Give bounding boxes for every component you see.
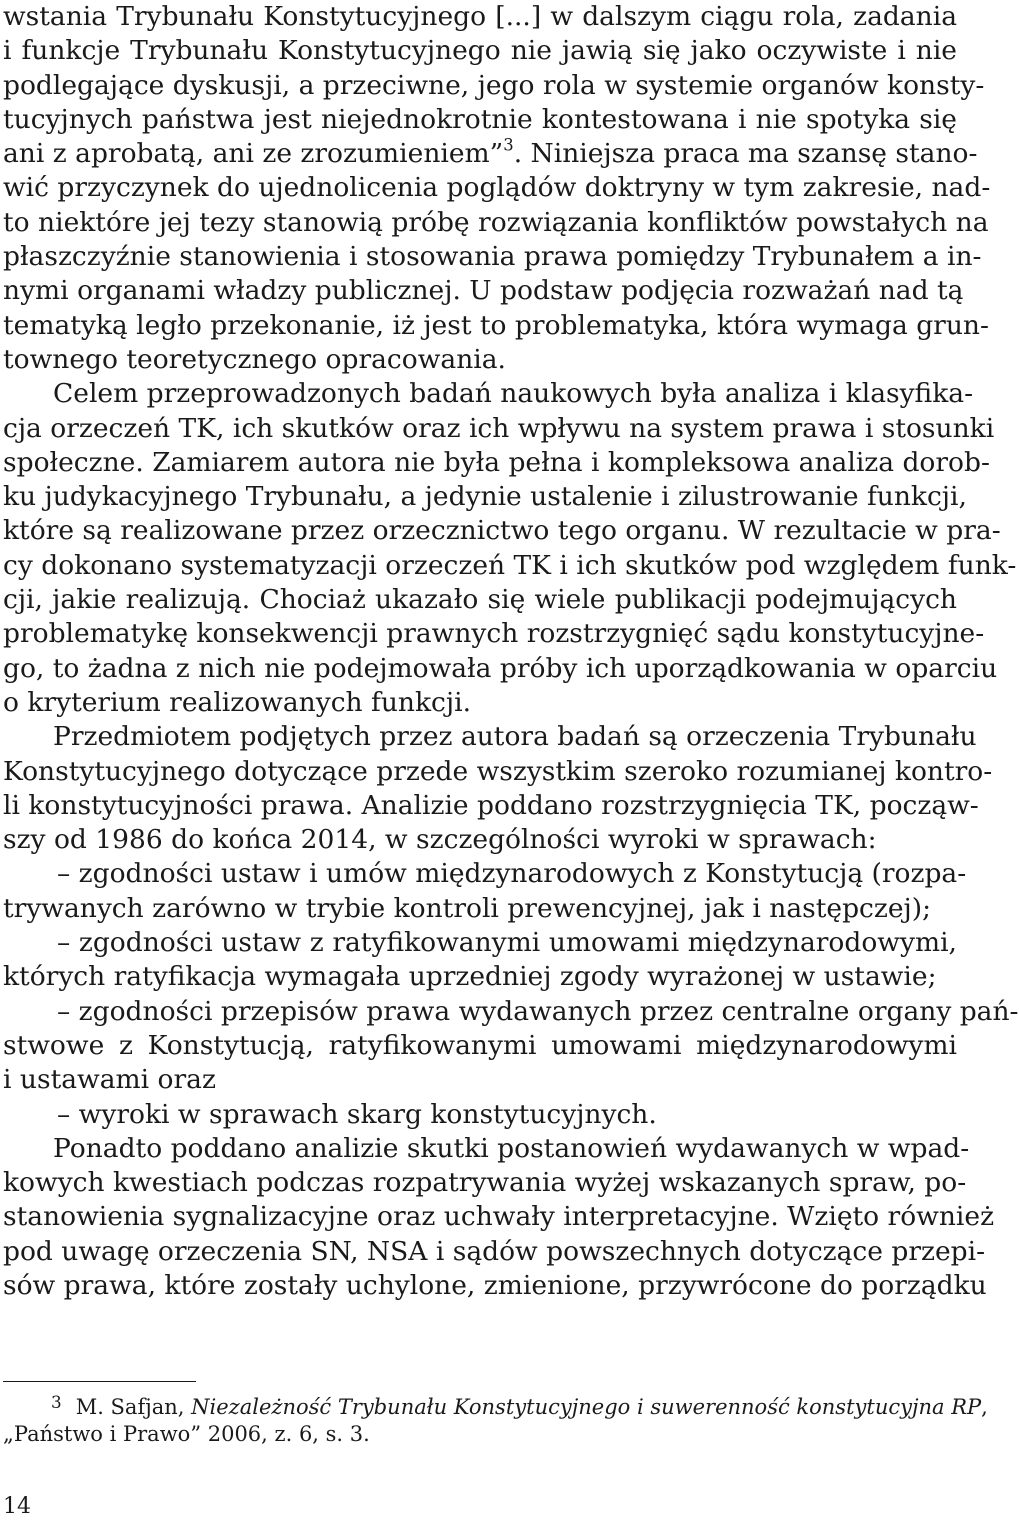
paragraph-start: Przedmiotem podjętych przez autora badań są orzeczenia Trybunału <box>53 721 977 753</box>
footnote-ref: 3 <box>503 135 514 155</box>
text-line: wstania Trybunału Konstytucyjnego [...] w dalszym ciągu rola, zadania <box>3 1 957 32</box>
text-line: problematykę konsekwencji prawnych rozstrzygnięć sądu konstytucyjne- <box>3 618 985 650</box>
text-line: townego teoretycznego opracowania. <box>3 343 506 375</box>
text-line: stwowe z Konstytucją, ratyfikowanymi umowami międzynarodowymi <box>3 1029 957 1061</box>
text-line: go, to żadna z nich nie podejmowała próby ich uporządkowania w oparciu <box>3 652 998 684</box>
text-line: tucyjnych państwa jest niejednokrotnie kontestowana i nie spotyka się <box>3 103 957 135</box>
text-line: których ratyfikacja wymagała uprzedniej zgody wyrażonej w ustawie; <box>3 961 937 993</box>
text-line: nymi organami władzy publicznej. U podstaw podjęcia rozważań nad tą <box>3 275 964 307</box>
text-line: to niektóre jej tezy stanowią próbę rozwiązania konfliktów powstałych na <box>3 206 989 238</box>
text-line: kowych kwestiach podczas rozpatrywania wyżej wskazanych spraw, po- <box>3 1167 967 1199</box>
footnote-line <box>3 1386 988 1419</box>
text-line: które są realizowane przez orzecznictwo tego organu. W rezultacie w pra- <box>3 515 1001 547</box>
text-line: li konstytucyjności prawa. Analizie poddano rozstrzygnięcia TK, począw- <box>3 789 979 821</box>
text-line: trywanych zarówno w trybie kontroli prewencyjnej, jak i następczej); <box>3 892 932 924</box>
text-line: Konstytucyjnego dotyczące przede wszystkim szeroko rozumianej kontro- <box>3 755 993 787</box>
list-item: – zgodności ustaw i umów międzynarodowych z Konstytucją (rozpa- <box>57 858 967 890</box>
list-item: – wyroki w sprawach skarg konstytucyjnych. <box>57 1098 657 1130</box>
paragraph-start: Ponadto poddano analizie skutki postanowień wydawanych w wpad- <box>53 1132 970 1164</box>
text-line: płaszczyźnie stanowienia i stosowania prawa pomiędzy Trybunałem a in- <box>3 241 982 273</box>
footnote-line: „Państwo i Prawo” 2006, z. 6, s. 3. <box>3 1422 370 1446</box>
text-line: ku judykacyjnego Trybunału, a jedynie ustalenie i zilustrowanie funkcji, <box>3 481 967 513</box>
text-line: wić przyczynek do ujednolicenia poglądów doktryny w tym zakresie, nad- <box>3 172 991 204</box>
footnote-punct: , <box>981 1394 988 1419</box>
list-item: – zgodności przepisów prawa wydawanych przez centralne organy pań- <box>57 995 1019 1027</box>
text-line: i funkcje Trybunału Konstytucyjnego nie jawią się jako oczywiste i nie <box>3 35 957 67</box>
text-line: społeczne. Zamiarem autora nie była pełna i kompleksowa analiza dorob- <box>3 446 990 478</box>
text-line: o kryterium realizowanych funkcji. <box>3 686 471 718</box>
text-line <box>3 135 978 171</box>
footnote-number: 3 <box>51 1392 62 1412</box>
text-line: cy dokonano systematyzacji orzeczeń TK i ich skutków pod względem funk- <box>3 549 1017 581</box>
footnote-title: Niezależność Trybunału Konstytucyjnego i suwerenność konstytucyjna RP <box>191 1394 982 1419</box>
text-line: podlegające dyskusji, a przeciwne, jego rola w systemie organów konsty- <box>3 69 985 101</box>
text-line: i ustawami oraz <box>3 1064 216 1096</box>
text-line: cji, jakie realizują. Chociaż ukazało się wiele publikacji podejmujących <box>3 584 957 616</box>
text-line: cja orzeczeń TK, ich skutków oraz ich wpływu na system prawa i stosunki <box>3 412 995 444</box>
text-line: tematyką legło przekonanie, iż jest to problematyka, która wymaga grun- <box>3 309 989 341</box>
text-line: stanowienia sygnalizacyjne oraz uchwały interpretacyjne. Wzięto również <box>3 1201 995 1233</box>
footnote-author: M. Safjan, <box>75 1394 185 1419</box>
text-line: pod uwagę orzeczenia SN, NSA i sądów powszechnych dotyczące przepi- <box>3 1235 986 1267</box>
body-text <box>3 0 1019 1303</box>
list-item: – zgodności ustaw z ratyfikowanymi umowami międzynarodowymi, <box>57 927 957 959</box>
text-line: szy od 1986 do końca 2014, w szczególności wyroki w sprawach: <box>3 824 877 856</box>
footnote <box>3 1386 988 1450</box>
page-number: 14 <box>3 1494 31 1519</box>
footnote-divider <box>3 1381 196 1382</box>
quote-continuation: . Niniejsza praca ma szansę stano- <box>513 138 978 170</box>
quote-end: ani z aprobatą, ani ze zrozumieniem” <box>3 138 504 170</box>
paragraph-start: Celem przeprowadzonych badań naukowych była analiza i klasyfika- <box>53 378 974 410</box>
text-line: sów prawa, które zostały uchylone, zmienione, przywrócone do porządku <box>3 1269 987 1301</box>
